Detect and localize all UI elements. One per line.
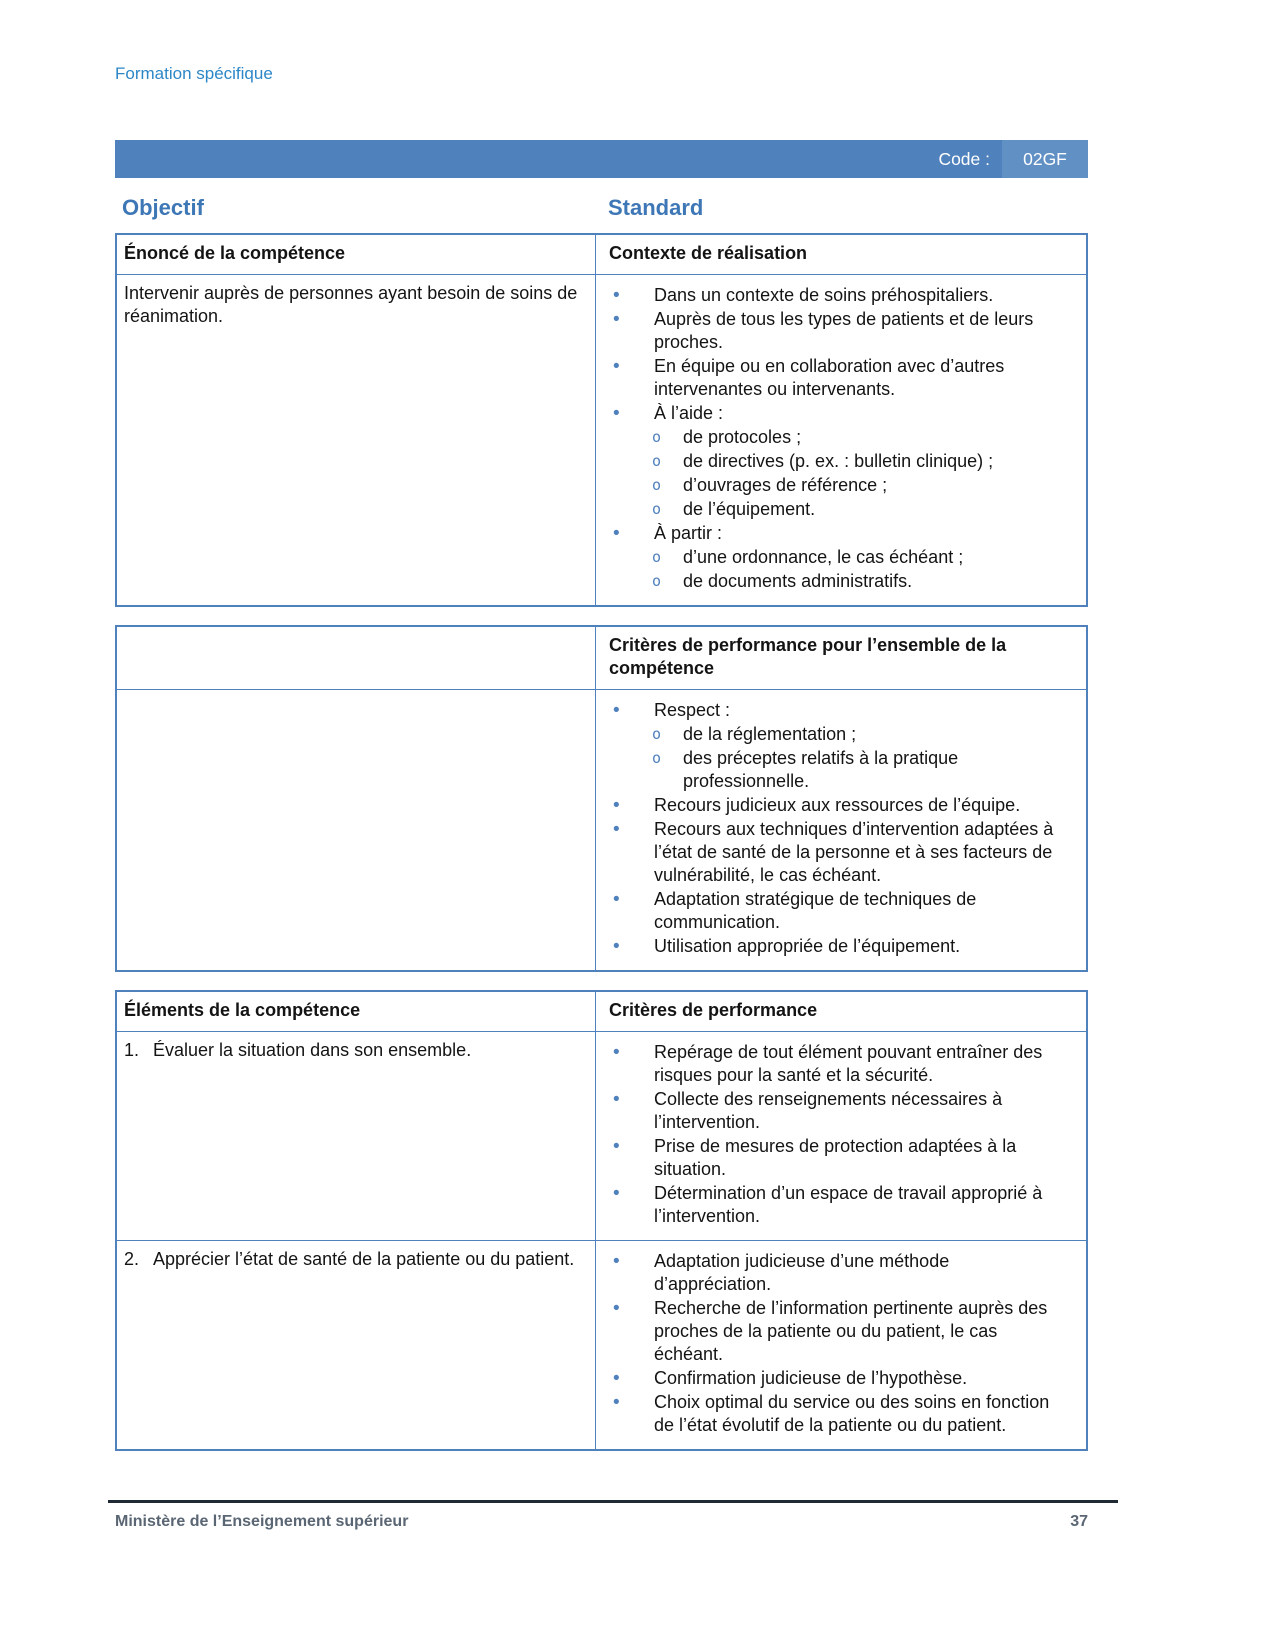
list-item-text: d’une ordonnance, le cas échéant ; — [683, 547, 964, 567]
list-item-text: En équipe ou en collaboration avec d’autres intervenantes ou intervenants. — [654, 356, 1005, 399]
bullet-icon — [613, 818, 620, 841]
list-item-text: Auprès de tous les types de patients et de leurs proches. — [654, 309, 1034, 352]
section-headings — [115, 196, 1088, 219]
circle-bullet-icon — [652, 722, 661, 746]
bullet-icon — [613, 1367, 620, 1390]
list-item — [609, 284, 1070, 307]
list-item — [609, 522, 1070, 545]
bullet-icon — [613, 699, 620, 722]
circle-bullet-icon — [652, 746, 661, 770]
list-item-text: Recours aux techniques d’intervention adaptées à l’état de santé de la personne et à ses facteurs de vulnérabilité, le cas échéant. — [654, 819, 1054, 885]
list-item — [609, 426, 1070, 449]
list-item-text: Adaptation judicieuse d’une méthode d’appréciation. — [654, 1251, 950, 1294]
element-number: 2. — [124, 1249, 140, 1269]
list-item-text: de directives (p. ex. : bulletin clinique) ; — [683, 451, 994, 471]
list-item — [609, 1041, 1070, 1087]
empty-header-cell — [117, 627, 595, 690]
list-item — [609, 308, 1070, 354]
list-item — [609, 570, 1070, 593]
circle-bullet-icon — [652, 545, 661, 569]
list-item-text: Dans un contexte de soins préhospitaliers. — [654, 285, 994, 305]
element-text: Évaluer la situation dans son ensemble. — [153, 1040, 472, 1060]
bullet-icon — [613, 1135, 620, 1158]
list-item — [609, 474, 1070, 497]
circle-bullet-icon — [652, 497, 661, 521]
list-item-text: Confirmation judicieuse de l’hypothèse. — [654, 1368, 968, 1388]
list-item-text: Détermination d’un espace de travail approprié à l’intervention. — [654, 1183, 1043, 1226]
list-item-text: des préceptes relatifs à la pratique professionnelle. — [683, 748, 959, 791]
bullet-icon — [613, 1391, 620, 1414]
elements-competence-table — [115, 990, 1088, 1451]
footer-rule — [108, 1500, 1118, 1503]
enonce-competence-table — [115, 233, 1088, 607]
criteria-cell — [595, 1241, 1086, 1449]
circle-bullet-icon — [652, 473, 661, 497]
criteres-ensemble-list — [609, 697, 1070, 961]
criteria-list — [609, 1248, 1070, 1440]
objectif-heading: Objectif — [122, 195, 204, 220]
footer-page-number: 37 — [1070, 1513, 1088, 1530]
list-item-text: Recours judicieux aux ressources de l’équipe. — [654, 795, 1021, 815]
code-banner — [115, 140, 1088, 178]
criteria-list — [609, 1039, 1070, 1231]
list-item — [609, 723, 1070, 746]
element-cell — [117, 1241, 595, 1449]
list-item — [609, 546, 1070, 569]
list-item — [609, 1250, 1070, 1296]
bullet-icon — [613, 888, 620, 911]
bullet-icon — [613, 308, 620, 331]
bullet-icon — [613, 522, 620, 545]
enonce-header-cell: Énoncé de la compétence — [117, 235, 595, 275]
running-header: Formation spécifique — [115, 64, 273, 83]
list-item — [609, 498, 1070, 521]
bullet-icon — [613, 355, 620, 378]
contexte-header-cell: Contexte de réalisation — [595, 235, 1086, 275]
criteres-ensemble-table — [115, 625, 1088, 972]
list-item-text: Adaptation stratégique de techniques de communication. — [654, 889, 977, 932]
contexte-list — [609, 282, 1070, 596]
criteres-header-cell: Critères de performance — [595, 992, 1086, 1032]
list-item-text: Collecte des renseignements nécessaires à l’intervention. — [654, 1089, 1003, 1132]
list-item-text: Repérage de tout élément pouvant entraîner des risques pour la santé et la sécurité. — [654, 1042, 1043, 1085]
bullet-icon — [613, 794, 620, 817]
circle-bullet-icon — [652, 425, 661, 449]
list-item — [609, 1135, 1070, 1181]
competence-statement: Intervenir auprès de personnes ayant besoin de soins de réanimation. — [124, 283, 578, 326]
criteres-ensemble-body-cell — [595, 690, 1086, 970]
code-label: Code : — [938, 148, 990, 169]
list-item-text: d’ouvrages de référence ; — [683, 475, 888, 495]
list-item-text: Recherche de l’information pertinente auprès des proches de la patiente ou du patient, le cas échéant. — [654, 1298, 1048, 1364]
list-item-text: Choix optimal du service ou des soins en fonction de l’état évolutif de la patiente ou du patient. — [654, 1392, 1050, 1435]
bullet-icon — [613, 284, 620, 307]
bullet-icon — [613, 1250, 620, 1273]
list-item — [609, 699, 1070, 722]
list-item — [609, 1182, 1070, 1228]
list-item-text: de l’équipement. — [683, 499, 816, 519]
list-item — [609, 935, 1070, 958]
list-item-text: de documents administratifs. — [683, 571, 913, 591]
list-item — [609, 794, 1070, 817]
page-content — [115, 140, 1088, 1451]
element-item — [124, 1039, 585, 1062]
contexte-body-cell — [595, 275, 1086, 605]
elements-header-cell: Éléments de la compétence — [117, 992, 595, 1032]
list-item — [609, 355, 1070, 401]
bullet-icon — [613, 1088, 620, 1111]
element-number: 1. — [124, 1040, 140, 1060]
circle-bullet-icon — [652, 449, 661, 473]
enonce-body-cell — [117, 275, 595, 605]
list-item-text: de protocoles ; — [683, 427, 802, 447]
footer-ministry: Ministère de l’Enseignement supérieur — [115, 1513, 409, 1530]
list-item — [609, 818, 1070, 887]
list-item — [609, 747, 1070, 793]
code-value: 02GF — [1002, 140, 1088, 178]
list-item — [609, 402, 1070, 425]
bullet-icon — [613, 402, 620, 425]
list-item-text: À partir : — [654, 523, 723, 543]
list-item-text: de la réglementation ; — [683, 724, 857, 744]
empty-body-cell — [117, 690, 595, 970]
list-item-text: Utilisation appropriée de l’équipement. — [654, 936, 961, 956]
bullet-icon — [613, 1182, 620, 1205]
element-text: Apprécier l’état de santé de la patiente ou du patient. — [153, 1249, 575, 1269]
list-item — [609, 450, 1070, 473]
bullet-icon — [613, 935, 620, 958]
list-item — [609, 1391, 1070, 1437]
criteria-cell — [595, 1032, 1086, 1241]
list-item — [609, 888, 1070, 934]
circle-bullet-icon — [652, 569, 661, 593]
footer — [115, 1510, 1088, 1533]
list-item-text: Respect : — [654, 700, 731, 720]
list-item — [609, 1367, 1070, 1390]
list-item — [609, 1297, 1070, 1366]
criteres-ensemble-header-cell: Critères de performance pour l’ensemble de la compétence — [595, 627, 1086, 690]
list-item-text: Prise de mesures de protection adaptées à la situation. — [654, 1136, 1017, 1179]
element-cell — [117, 1032, 595, 1241]
list-item — [609, 1088, 1070, 1134]
list-item-text: À l’aide : — [654, 403, 724, 423]
standard-heading: Standard — [608, 195, 704, 220]
bullet-icon — [613, 1297, 620, 1320]
element-item — [124, 1248, 585, 1271]
bullet-icon — [613, 1041, 620, 1064]
